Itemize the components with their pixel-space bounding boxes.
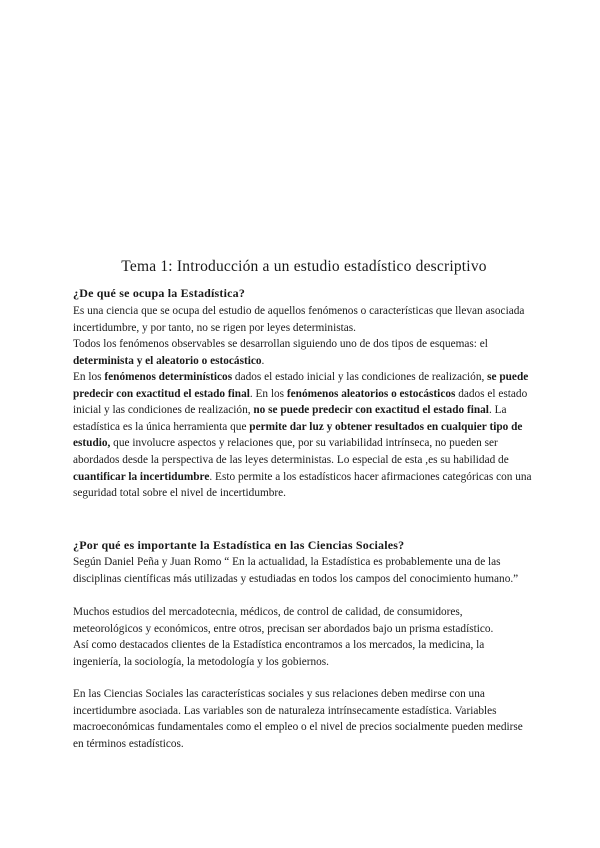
section-heading-social-sciences: ¿Por qué es importante la Estadística en las Ciencias Sociales? <box>73 538 405 552</box>
document-title: Tema 1: Introducción a un estudio estadístico descriptivo <box>121 258 487 275</box>
bold-schemes: determinista y el aleatorio o estocástico <box>73 354 262 367</box>
paragraph-clients: Así como destacados clientes de la Estadística encontramos a los mercados, la medicina, la ingeniería, la sociología, la metodología y los gobiernos. <box>73 639 485 668</box>
paragraph-schemes: Todos los fenómenos observables se desarrollan siguiendo uno de dos tipos de esquemas: el determinista y el aleatorio o estocástico. <box>73 338 488 367</box>
section-heading-statistics: ¿De qué se ocupa la Estadística? <box>73 286 246 300</box>
paragraph-quote: Según Daniel Peña y Juan Romo “ En la actualidad, la Estadística es probablemente una de las disciplinas científicas más utilizadas y estudiadas en todos los campos del conocimiento humano.” <box>73 556 519 585</box>
paragraph-studies: Muchos estudios del mercadotecnia, médicos, de control de calidad, de consumidores, meteorológicos y económicos, entre otros, precisan ser abordados bajo un prisma estadístico. <box>73 606 494 635</box>
paragraph-phenomena: En los fenómenos determinísticos dados el estado inicial y las condiciones de realización, se puede predecir con exactitud el estado final. En los fenómenos aleatorios o estocásticos dados el estado inicial y las condiciones de realización, no se puede predecir con exactitud el estado final. La estadística es la única herramienta que permite dar luz y obtener resultados en cualquier tipo de estudio, que involucre aspectos y relaciones que, por su variabilidad intrínseca, no pueden ser abordados desde la perspectiva de las leyes deterministas. Lo especial de esta ,es su habilidad de cuantificar la incertidumbre. Esto permite a los estadísticos hacer afirmaciones categóricas con una seguridad total sobre el nivel de incertidumbre. <box>73 371 532 500</box>
paragraph-definition: Es una ciencia que se ocupa del estudio de aquellos fenómenos o características que llevan asociada incertidumbre, y por tanto, no se rigen por leyes deterministas. <box>73 305 525 334</box>
paragraph-social-variables: En las Ciencias Sociales las características sociales y sus relaciones deben medirse con una incertidumbre asociada. Las variables son de naturaleza intrínsecamente estadística. Variables macroeconómicas fundamentales como el empleo o el nivel de precios socialmente pueden medirse en términos estadísticos. <box>73 688 523 750</box>
